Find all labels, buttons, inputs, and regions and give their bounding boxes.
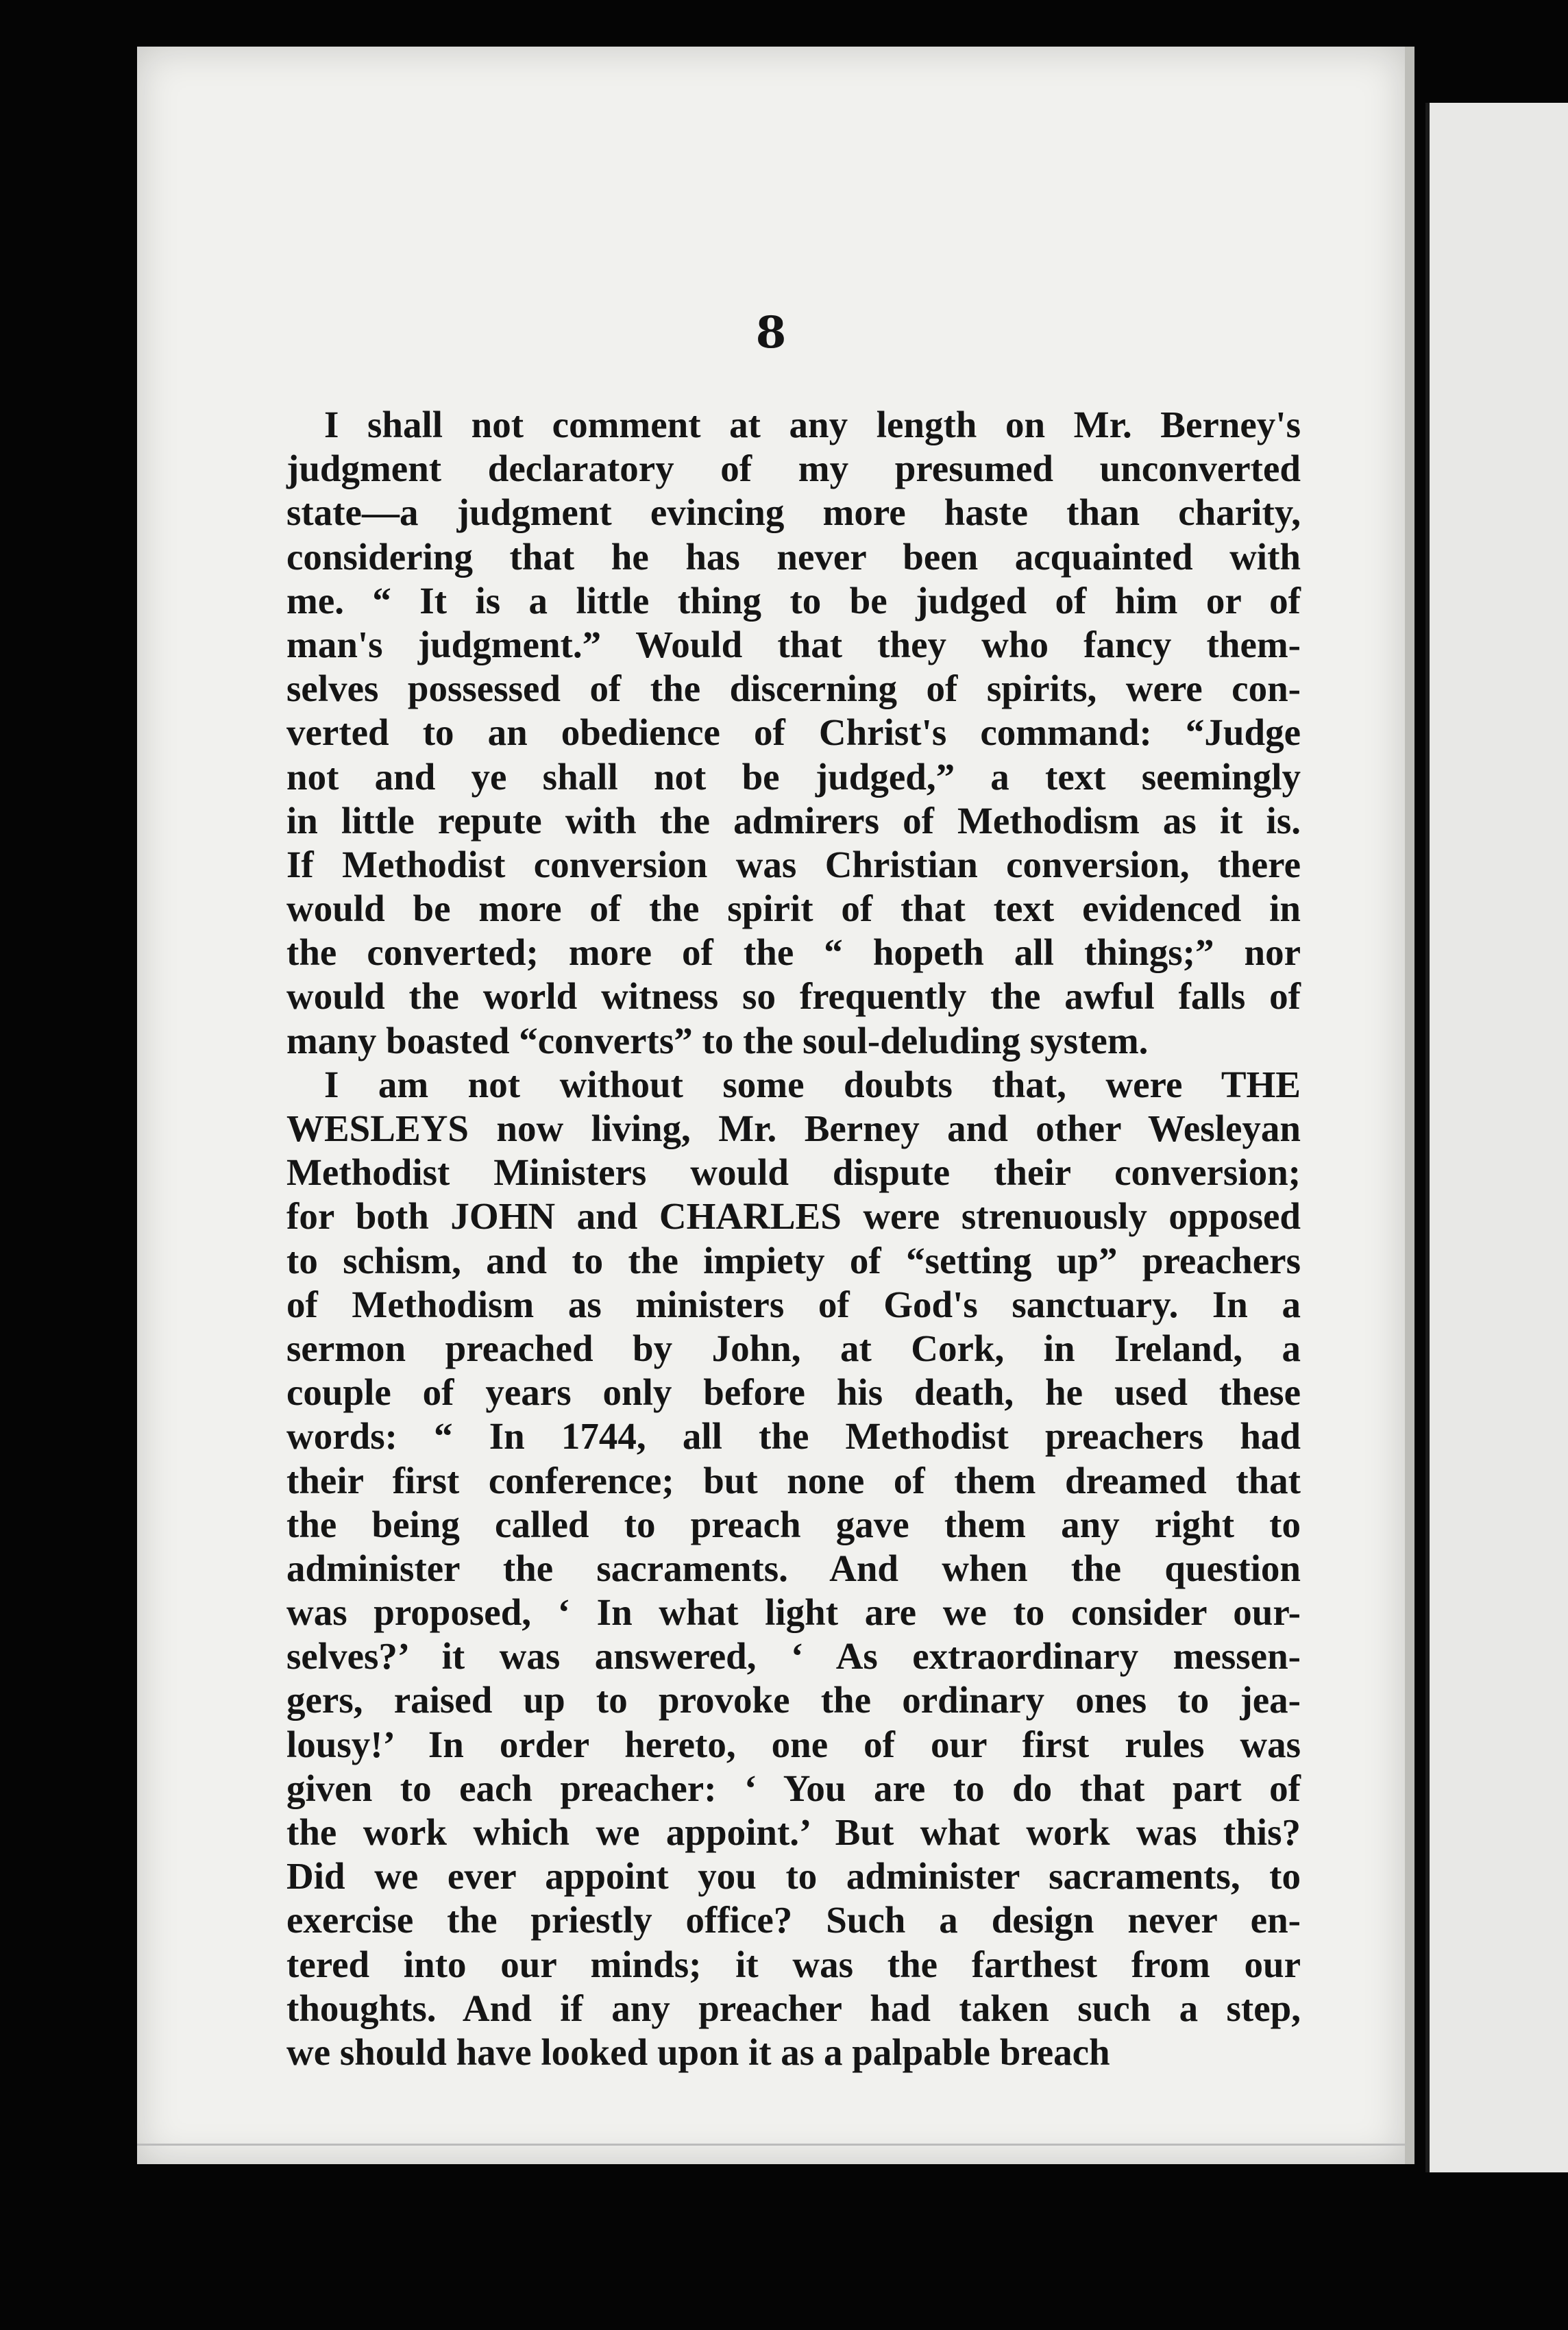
text-line: me. “ It is a little thing to be judged of him or of [286, 579, 1301, 622]
text-line: verted to an obedience of Christ's command: “Judge [286, 711, 1301, 754]
body-text [286, 403, 1301, 2074]
paragraph [286, 1063, 1301, 2074]
text-line: selves?’ it was answered, ‘ As extraordinary messen- [286, 1635, 1301, 1678]
text-line: tered into our minds; it was the farthest from our [286, 1943, 1301, 1985]
text-line: sermon preached by John, at Cork, in Ireland, a [286, 1327, 1301, 1369]
text-line: words: “ In 1744, all the Methodist preachers had [286, 1415, 1301, 1458]
text-line: Did we ever appoint you to administer sacraments, to [286, 1855, 1301, 1898]
text-line: considering that he has never been acquainted with [286, 535, 1301, 578]
text-line: exercise the priestly office? Such a design never en- [286, 1899, 1301, 1941]
text-line: judgment declaratory of my presumed unconverted [286, 447, 1301, 490]
text-line: to schism, and to the impiety of “setting up” preachers [286, 1239, 1301, 1282]
text-line: of Methodism as ministers of God's sanctuary. In a [286, 1283, 1301, 1325]
page-right-edge [1405, 47, 1414, 2164]
text-line: Methodist Ministers would dispute their conversion; [286, 1151, 1301, 1194]
text-line: WESLEYS now living, Mr. Berney and other Wesleyan [286, 1107, 1301, 1149]
text-line: was proposed, ‘ In what light are we to consider our- [286, 1591, 1301, 1634]
text-line: for both JOHN and CHARLES were strenuously opposed [286, 1195, 1301, 1238]
text-line: I shall not comment at any length on Mr. Berney's [324, 404, 1301, 445]
text-line: the being called to preach gave them any right to [286, 1503, 1301, 1545]
text-line: state—a judgment evincing more haste than charity, [286, 491, 1301, 534]
text-line: in little repute with the admirers of Methodism as it is. [286, 799, 1301, 842]
text-line: given to each preacher: ‘ You are to do that part of [286, 1767, 1301, 1809]
page-bottom-edge [137, 2144, 1405, 2146]
paragraph [286, 403, 1301, 1063]
text-line: would be more of the spirit of that text evidenced in [286, 887, 1301, 930]
text-line: I am not without some doubts that, were THE [324, 1063, 1301, 1105]
text-line: we should have looked upon it as a palpable breach [286, 2031, 1110, 2073]
text-line: If Methodist conversion was Christian conversion, there [286, 843, 1301, 885]
text-line: many boasted “converts” to the soul-deluding system. [286, 1019, 1149, 1062]
text-line: the work which we appoint.’ But what work was this? [286, 1811, 1301, 1853]
text-line: not and ye shall not be judged,” a text seemingly [286, 755, 1301, 798]
text-line: lousy!’ In order hereto, one of our first rules was [286, 1723, 1301, 1765]
text-line: would the world witness so frequently the awful falls of [286, 975, 1301, 1018]
adjacent-page-edge [1425, 103, 1568, 2172]
page-sheet [137, 47, 1405, 2164]
text-line: selves possessed of the discerning of spirits, were con- [286, 667, 1301, 710]
text-line: gers, raised up to provoke the ordinary ones to jea- [286, 1679, 1301, 1721]
text-line: the converted; more of the “ hopeth all things;” nor [286, 931, 1301, 974]
text-line: couple of years only before his death, he used these [286, 1371, 1301, 1414]
text-line: their first conference; but none of them dreamed that [286, 1459, 1301, 1501]
text-line: administer the sacraments. And when the question [286, 1547, 1301, 1589]
page-number: 8 [755, 307, 787, 358]
text-line: thoughts. And if any preacher had taken such a step, [286, 1987, 1301, 2029]
text-line: man's judgment.” Would that they who fancy them- [286, 623, 1301, 665]
